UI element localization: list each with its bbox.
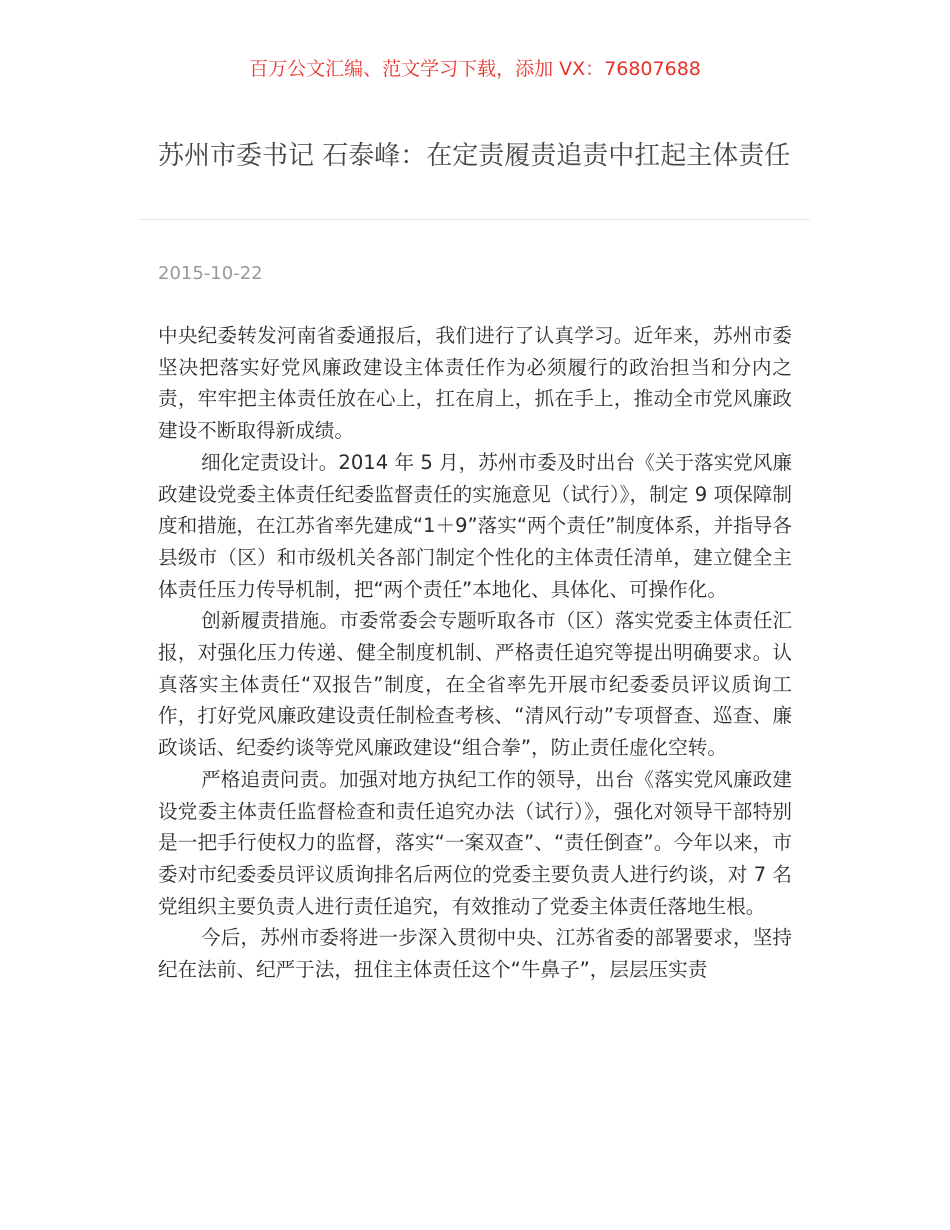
paragraph-outlook: 今后，苏州市委将进一步深入贯彻中央、江苏省委的部署要求，坚持纪在法前、纪严于法，扭住主体责任这个“牛鼻子”，层层压实责 bbox=[158, 926, 792, 982]
paragraph-define-responsibility: 细化定责设计。2014 年 5 月，苏州市委及时出台《关于落实党风廉政建设党委主体责任纪委监督责任的实施意见（试行）》，制定 9 项保障制度和措施，在江苏省率先建成“1＋9”落实“两个责任”制度体系，并指导各县级市（区）和市级机关各部门制定个性化的主体责任清单，建立健全主体责任压力传导机制，把“两个责任”本地化、具体化、可操作化。 bbox=[158, 450, 792, 601]
paragraph-accountability: 严格追责问责。加强对地方执纪工作的领导，出台《落实党风廉政建设党委主体责任监督检查和责任追究办法（试行）》，强化对领导干部特别是一把手行使权力的监督，落实“一案双查”、“责任倒查”。今年以来，市委对市纪委委员评议质询排名后两位的党委主要负责人进行约谈，对 7 名党组织主要负责人进行责任追究，有效推动了党委主体责任落地生根。 bbox=[158, 767, 792, 918]
paragraph-fulfill-responsibility: 创新履责措施。市委常委会专题听取各市（区）落实党委主体责任汇报，对强化压力传递、健全制度机制、严格责任追究等提出明确要求。认真落实主体责任“双报告”制度，在全省率先开展市纪委委员评议质询工作，打好党风廉政建设责任制检查考核、“清风行动”专项督查、巡查、廉政谈话、纪委约谈等党风廉政建设“组合拳”，防止责任虚化空转。 bbox=[158, 609, 792, 760]
article-body bbox=[158, 320, 792, 986]
paragraph-intro: 中央纪委转发河南省委通报后，我们进行了认真学习。近年来，苏州市委坚决把落实好党风廉政建设主体责任作为必须履行的政治担当和分内之责，牢牢把主体责任放在心上，扛在肩上，抓在手上，推动全市党风廉政建设不断取得新成绩。 bbox=[158, 324, 792, 443]
title-divider bbox=[140, 219, 810, 220]
article-title: 苏州市委书记 石泰峰：在定责履责追责中扛起主体责任 bbox=[158, 141, 791, 171]
publish-date: 2015-10-22 bbox=[158, 263, 263, 284]
promo-banner: 百万公文汇编、范文学习下载，添加 VX：76807688 bbox=[249, 58, 701, 80]
